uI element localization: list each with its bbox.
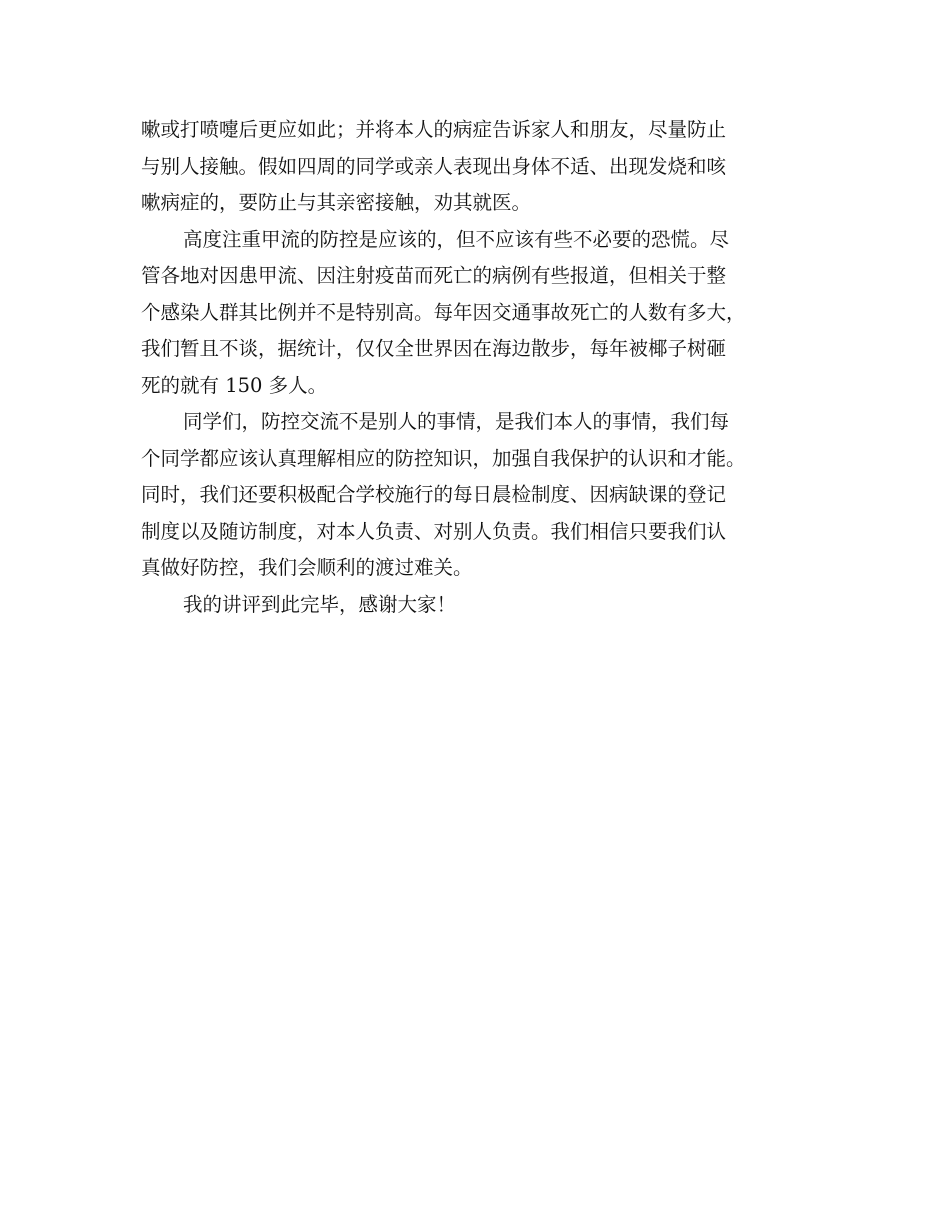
- text-line: 嗽或打喷嚏后更应如此；并将本人的病症告诉家人和朋友，尽量防止: [141, 118, 727, 141]
- document-body: [141, 112, 831, 623]
- text-line: 我的讲评到此完毕，感谢大家！: [183, 592, 457, 616]
- text-line: 死的就有 150 多人。: [141, 373, 328, 397]
- text-line: 真做好防控，我们会顺利的渡过难关。: [141, 556, 473, 579]
- text-line: 高度注重甲流的防控是应该的，但不应该有些不必要的恐慌。尽: [183, 227, 730, 251]
- paragraph-2: [141, 222, 831, 405]
- text-line: 同学们，防控交流不是别人的事情，是我们本人的事情，我们每: [183, 410, 730, 433]
- text-line: 嗽病症的，要防止与其亲密接触，劝其就医。: [141, 191, 532, 214]
- text-line: 个同学都应该认真理解相应的防控知识，加强自我保护的认识和才能。: [141, 446, 746, 470]
- paragraph-3: [141, 404, 831, 587]
- text-line: 我们暂且不谈，据统计，仅仅全世界因在海边散步，每年被椰子树砸: [141, 337, 727, 360]
- text-line: 个感染人群其比例并不是特别高。每年因交通事故死亡的人数有多大，: [141, 300, 746, 324]
- text-line: 与别人接触。假如四周的同学或亲人表现出身体不适、出现发烧和咳: [141, 154, 727, 178]
- text-line: 管各地对因患甲流、因注射疫苗而死亡的病例有些报道，但相关于整: [141, 264, 727, 287]
- text-line: 同时，我们还要积极配合学校施行的每日晨检制度、因病缺课的登记: [141, 483, 727, 506]
- paragraph-4: [141, 587, 831, 624]
- paragraph-1: [141, 112, 831, 222]
- text-line: 制度以及随访制度，对本人负责、对别人负责。我们相信只要我们认: [141, 519, 727, 543]
